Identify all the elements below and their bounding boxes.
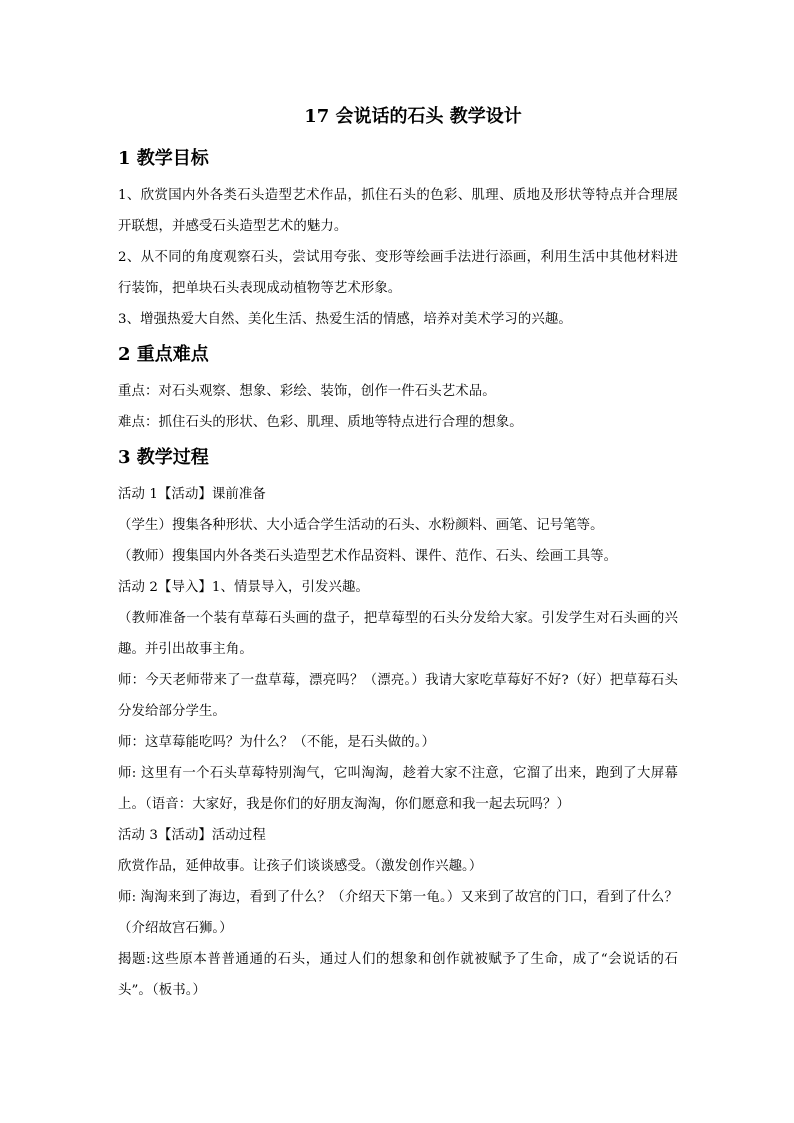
section-teaching-process — [118, 444, 678, 1006]
paragraph: 师: 淘淘来到了海边，看到了什么？（介绍天下第一龟。）又来到了故宫的门口，看到了什么？（介绍故宫石狮。） — [118, 890, 678, 936]
document-body — [118, 103, 678, 1006]
paragraph: 1、欣赏国内外各类石头造型艺术作品，抓住石头的色彩、肌理、质地及形状等特点并合理展开联想，并感受石头造型艺术的魅力。 — [118, 188, 678, 234]
document-title: 17 会说话的石头 教学设计 — [304, 106, 522, 127]
section-teaching-objectives — [118, 145, 678, 335]
section-heading: 3 教学过程 — [118, 447, 209, 468]
paragraph: 师：这草莓能吃吗？为什么？（不能，是石头做的。） — [118, 735, 436, 750]
paragraph: 揭题:这些原本普普通通的石头，通过人们的想象和创作就被赋予了生命，成了“会说话的石头”。（板书。） — [118, 952, 678, 998]
paragraph: 3、增强热爱大自然、美化生活、热爱生活的情感，培养对美术学习的兴趣。 — [118, 312, 572, 327]
paragraph: 师：今天老师带来了一盘草莓，漂亮吗？（漂亮。）我请大家吃草莓好不好?（好）把草莓石头分发给部分学生。 — [118, 673, 678, 719]
section-heading: 2 重点难点 — [118, 344, 209, 365]
section-heading: 1 教学目标 — [118, 148, 209, 169]
paragraph: 难点：抓住石头的形状、色彩、肌理、质地等特点进行合理的想象。 — [118, 415, 523, 430]
paragraph: 活动 1【活动】课前准备 — [118, 487, 266, 502]
paragraph: 师: 这里有一个石头草莓特别淘气，它叫淘淘，趁着大家不注意，它溜了出来，跑到了大屏幕上。（语音：大家好，我是你们的好朋友淘淘，你们愿意和我一起去玩吗？） — [118, 766, 678, 812]
paragraph: （教师准备一个装有草莓石头画的盘子，把草莓型的石头分发给大家。引发学生对石头画的兴趣。并引出故事主角。 — [118, 611, 678, 657]
paragraph: （教师）搜集国内外各类石头造型艺术作品资料、课件、范作、石头、绘画工具等。 — [118, 549, 618, 564]
section-key-points — [118, 341, 678, 438]
paragraph: 重点：对石头观察、想象、彩绘、装饰，创作一件石头艺术品。 — [118, 384, 496, 399]
paragraph: （学生）搜集各种形状、大小适合学生活动的石头、水粉颜料、画笔、记号笔等。 — [118, 518, 604, 533]
paragraph: 2、从不同的角度观察石头，尝试用夸张、变形等绘画手法进行添画，利用生活中其他材料进行装饰，把单块石头表现成动植物等艺术形象。 — [118, 250, 678, 296]
paragraph: 活动 2【导入】1、情景导入，引发兴趣。 — [118, 580, 369, 595]
paragraph: 活动 3【活动】活动过程 — [118, 828, 266, 843]
paragraph: 欣赏作品，延伸故事。让孩子们谈谈感受。（激发创作兴趣。） — [118, 859, 483, 874]
